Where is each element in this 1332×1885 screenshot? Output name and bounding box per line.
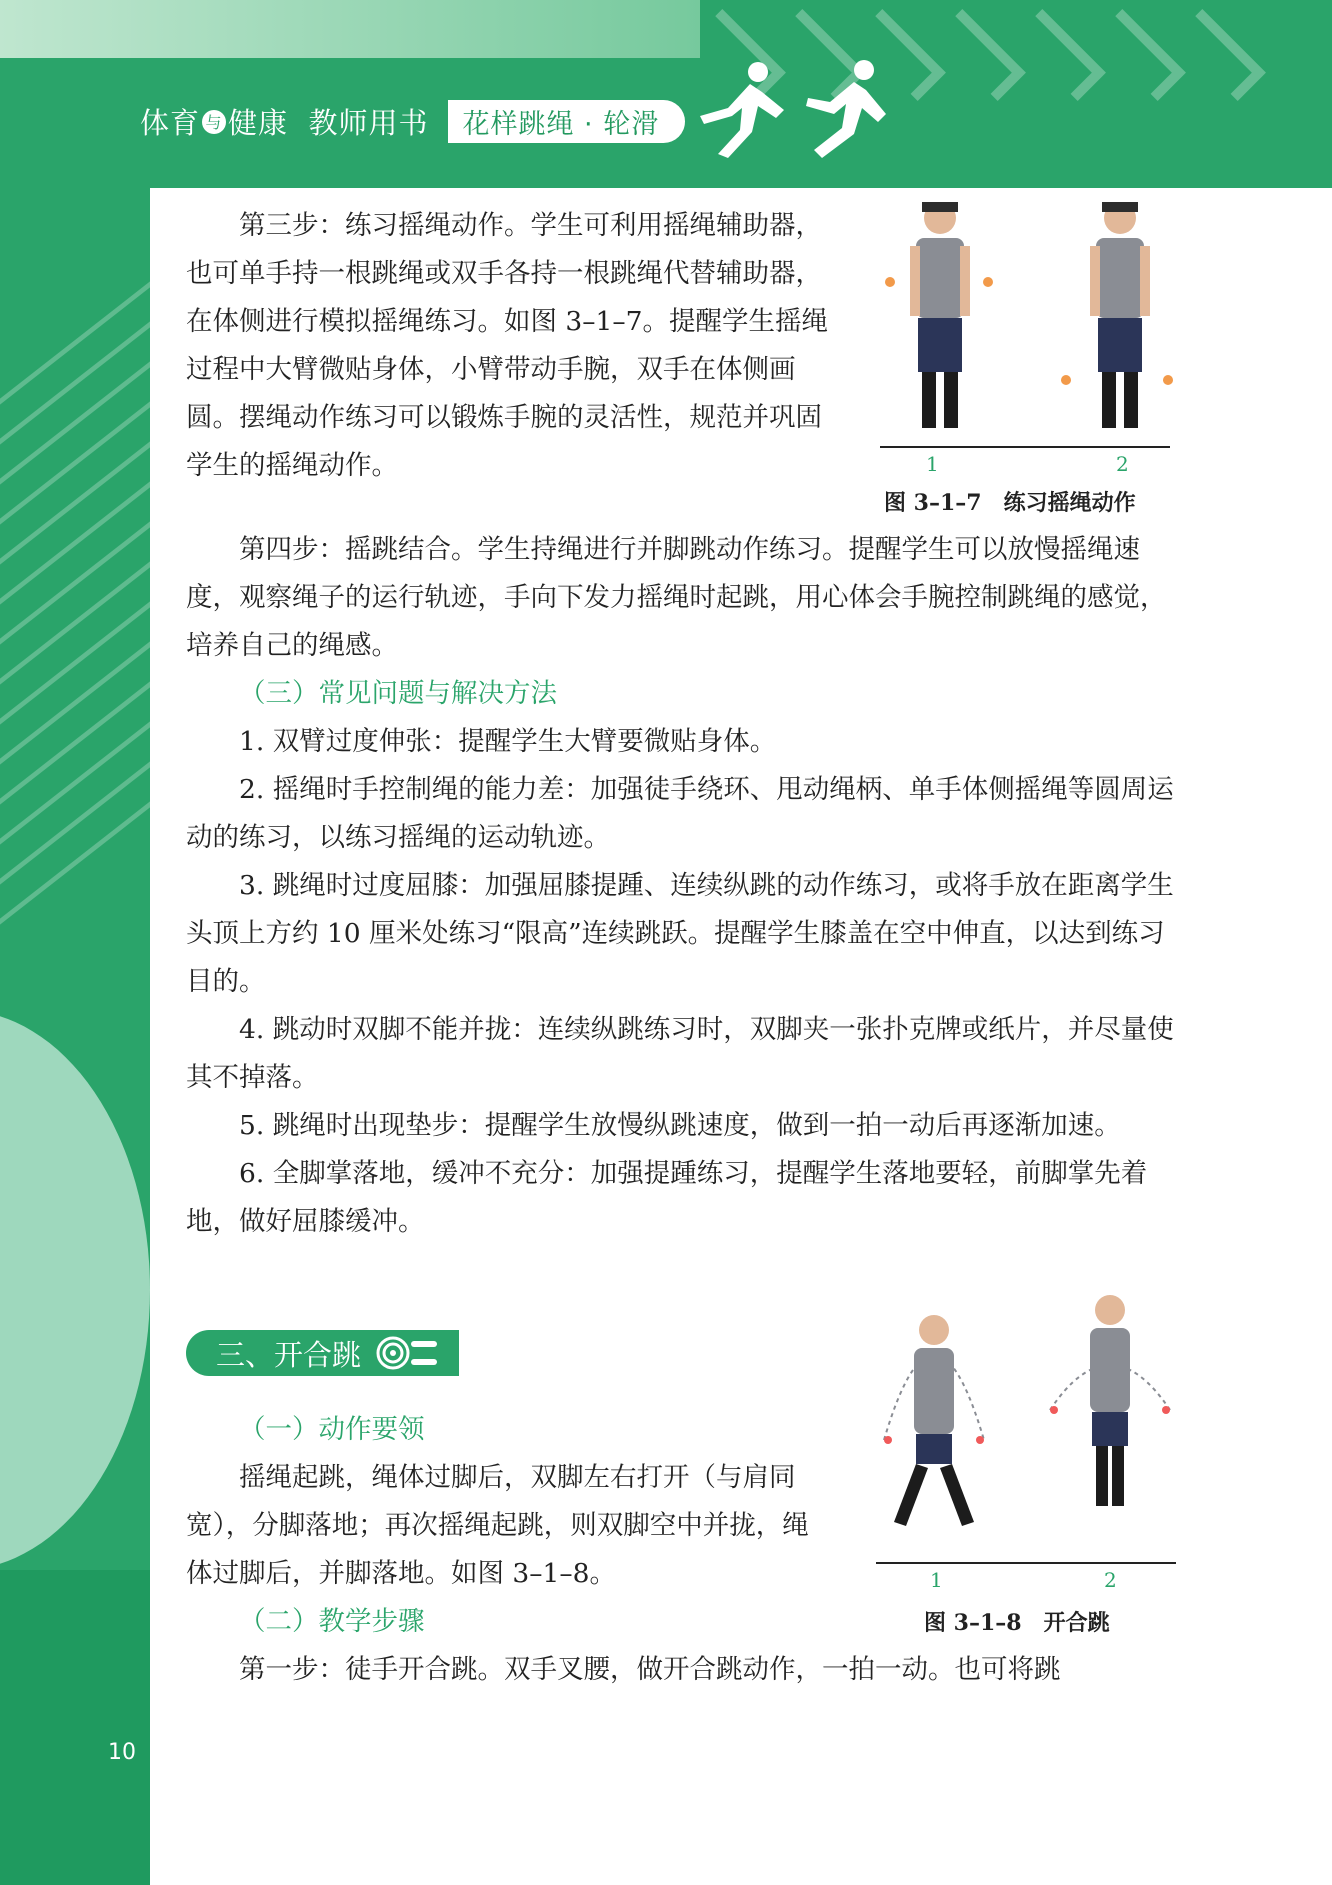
figure-3-1-7-photo [870,192,1190,454]
left-bottom-band [0,1570,150,1885]
book-title-yu-badge: 与 [202,110,226,134]
paragraph-step1: 第一步：徒手开合跳。双手叉腰，做开合跳动作，一拍一动。也可将跳 [239,1654,1061,1685]
text-block-lower [186,1406,826,1646]
list-item: 3. 跳绳时过度屈膝：加强屈膝提踵、连续纵跳的动作练习，或将手放在距离学生头顶上方约 10 厘米处练习“限高”连续跳跃。提醒学生膝盖在空中伸直，以达到练习目的。 [186,870,1174,997]
list-item: 1. 双臂过度伸张：提醒学生大臂要微贴身体。 [239,726,777,757]
figure-label-2: 2 [1116,452,1129,476]
list-item: 5. 跳绳时出现垫步：提醒学生放慢纵跳速度，做到一拍一动后再逐渐加速。 [239,1110,1121,1141]
text-block-middle [186,526,1178,1246]
subheading-teaching-steps: （二）教学步骤 [239,1606,425,1637]
paragraph-step4: 第四步：摇跳结合。学生持绳进行并脚跳动作练习。提醒学生可以放慢摇绳速度，观察绳子的运行轨迹，手向下发力摇绳时起跳，用心体会手腕控制跳绳的感觉，培养自己的绳感。 [186,534,1167,661]
text-block-top [186,202,836,490]
person-figure-1 [884,1315,984,1526]
section-banner [186,1330,459,1376]
runner-icon [680,58,790,158]
person-figure-1 [885,202,993,428]
person-figure-2 [1050,1295,1170,1506]
list-item: 6. 全脚掌落地，缓冲不充分：加强提踵练习，提醒学生落地要轻，前脚掌先着地，做好屈膝缓冲。 [186,1158,1148,1237]
figure-label-2: 2 [1104,1568,1117,1592]
text-block-bottom [186,1646,1178,1694]
figure-3-1-8-photo [870,1290,1190,1560]
paragraph-key-points: 摇绳起跳，绳体过脚后，双脚左右打开（与肩同宽），分脚落地；再次摇绳起跳，则双脚空中并拢，绳体过脚后，并脚落地。如图 3–1–8。 [186,1462,809,1589]
section-heading-problems: （三）常见问题与解决方法 [239,678,557,709]
figure-caption-3-1-7: 图 3–1–7 练习摇绳动作 [884,490,1136,516]
paragraph-step3: 第三步：练习摇绳动作。学生可利用摇绳辅助器，也可单手持一根跳绳或双手各持一根跳绳代替辅助器，在体侧进行模拟摇绳练习。如图 3–1–7。提醒学生摇绳过程中大臂微贴身体，小臂带动手腕，双手在体侧画圆。摆绳动作练习可以锻炼手腕的灵活性，规范并巩固学生的摇绳动作。 [186,210,829,481]
book-header [140,100,685,143]
chapter-subtitle: 花样跳绳 · 轮滑 [448,100,685,143]
jump-rope-icon [373,1333,443,1373]
figure-ground-line [876,1562,1176,1564]
list-item: 2. 摇绳时手控制绳的能力差：加强徒手绕环、甩动绳柄、单手体侧摇绳等圆周运动的练习，以练习摇绳的运动轨迹。 [186,774,1174,853]
figure-ground-line [880,446,1170,448]
book-title-part1: 体育 [140,106,201,140]
list-item: 4. 跳动时双脚不能并拢：连续纵跳练习时，双脚夹一张扑克牌或纸片，并尽量使其不掉落。 [186,1014,1174,1093]
subheading-key-points: （一）动作要领 [239,1414,425,1445]
person-figure-2 [1061,202,1173,428]
figure-caption-3-1-8: 图 3–1–8 开合跳 [924,1610,1110,1636]
header-light-stripe [0,0,700,58]
section-banner-title: 三、开合跳 [216,1337,362,1372]
figure-label-1: 1 [930,1568,943,1592]
figure-label-1: 1 [926,452,939,476]
book-title-part2: 健康 教师用书 [228,106,429,140]
runner-icon [780,58,890,158]
page-number: 10 [108,1740,136,1765]
